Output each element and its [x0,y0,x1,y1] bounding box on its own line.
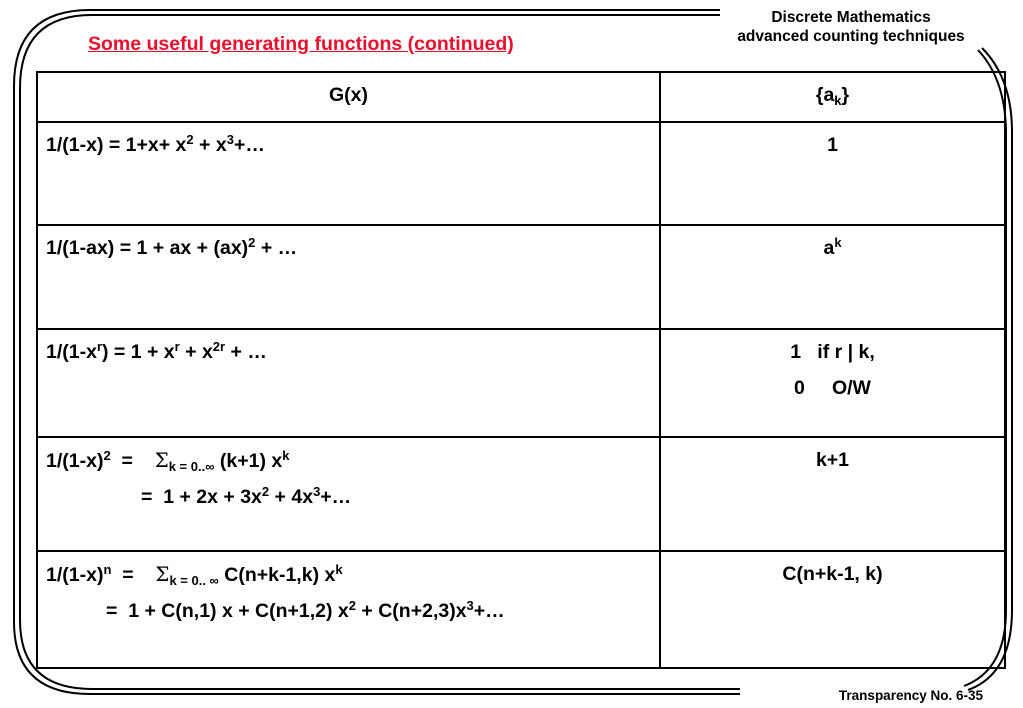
exponent: k [335,561,343,577]
exponent: k [834,234,842,250]
expr-text: (k+1) x [214,450,283,472]
expr-text: + 4x [269,486,314,508]
exponent: r [174,338,180,354]
exponent: 2r [212,338,226,354]
expr-continuation [46,593,651,629]
exponent: k [282,447,290,463]
table-row [37,329,1005,437]
expr-text: 1/(1-x) [46,450,104,472]
expr-text: a [823,237,835,259]
gx-cell [37,225,660,329]
expr-text: 1/(1-ax) = 1 + ax + (ax) [46,237,249,259]
expr-text: 1/(1-x) = 1+x+ x [46,134,187,156]
exponent: n [103,561,112,577]
ak-open: {a [815,84,835,106]
ak-close: } [841,84,850,106]
ak-line: 0 O/W [794,377,871,399]
sigma-symbol: Σ [155,562,170,586]
sum-range: k = 0.. ∞ [169,572,219,588]
ak-cell [660,329,1005,437]
ak-subscript: k [834,92,842,108]
slide-title: Some useful generating functions (continued) [88,33,514,55]
gx-cell [37,122,660,225]
exponent: 2 [248,234,256,250]
sum-range: k = 0..∞ [168,458,215,474]
exponent: r [96,338,103,354]
exponent: 2 [348,597,356,613]
expr-text: = 1 + 2x + 3x [141,486,262,508]
exponent: 3 [313,483,321,499]
expr-text: + … [225,341,267,363]
sigma-symbol: Σ [154,448,169,472]
table-row [37,122,1005,225]
column-header-ak [660,72,1005,122]
expr-text: +… [233,134,265,156]
ak-cell: 1 [660,122,1005,225]
expr-text: 1/(1-x [46,341,97,363]
expr-text: 1/(1-x) [46,564,104,586]
expr-text: +… [320,486,352,508]
exponent: 3 [226,131,234,147]
table-header-row [37,72,1005,122]
expr-text: + x [179,341,213,363]
table-row [37,225,1005,329]
exponent: 3 [466,597,474,613]
course-topic: advanced counting techniques [737,28,965,45]
table-row [37,437,1005,551]
gx-cell [37,437,660,551]
exponent: 2 [186,131,194,147]
expr-text: + x [193,134,227,156]
column-header-gx: G(x) [37,72,660,122]
ak-cell [660,225,1005,329]
ak-line: 1 if r | k, [790,341,875,363]
course-name: Discrete Mathematics [771,9,931,26]
course-header [701,8,1001,46]
expr-text: C(n+k-1,k) x [218,564,336,586]
generating-functions-table [36,71,1006,669]
expr-text: = [110,450,155,472]
exponent: 2 [261,483,270,499]
expr-continuation [46,479,651,515]
gx-cell [37,551,660,668]
transparency-number: Transparency No. 6-35 [838,688,983,703]
exponent: 2 [103,447,111,463]
expr-text: +… [473,600,505,622]
ak-cell: C(n+k-1, k) [660,551,1005,668]
expr-text: ) = 1 + x [102,341,175,363]
ak-cell: k+1 [660,437,1005,551]
gx-cell [37,329,660,437]
expr-text: + … [255,237,298,259]
expr-text: + C(n+2,3)x [356,600,467,622]
expr-text: = [111,564,156,586]
table-row [37,551,1005,668]
expr-text: = 1 + C(n,1) x + C(n+1,2) x [106,600,349,622]
